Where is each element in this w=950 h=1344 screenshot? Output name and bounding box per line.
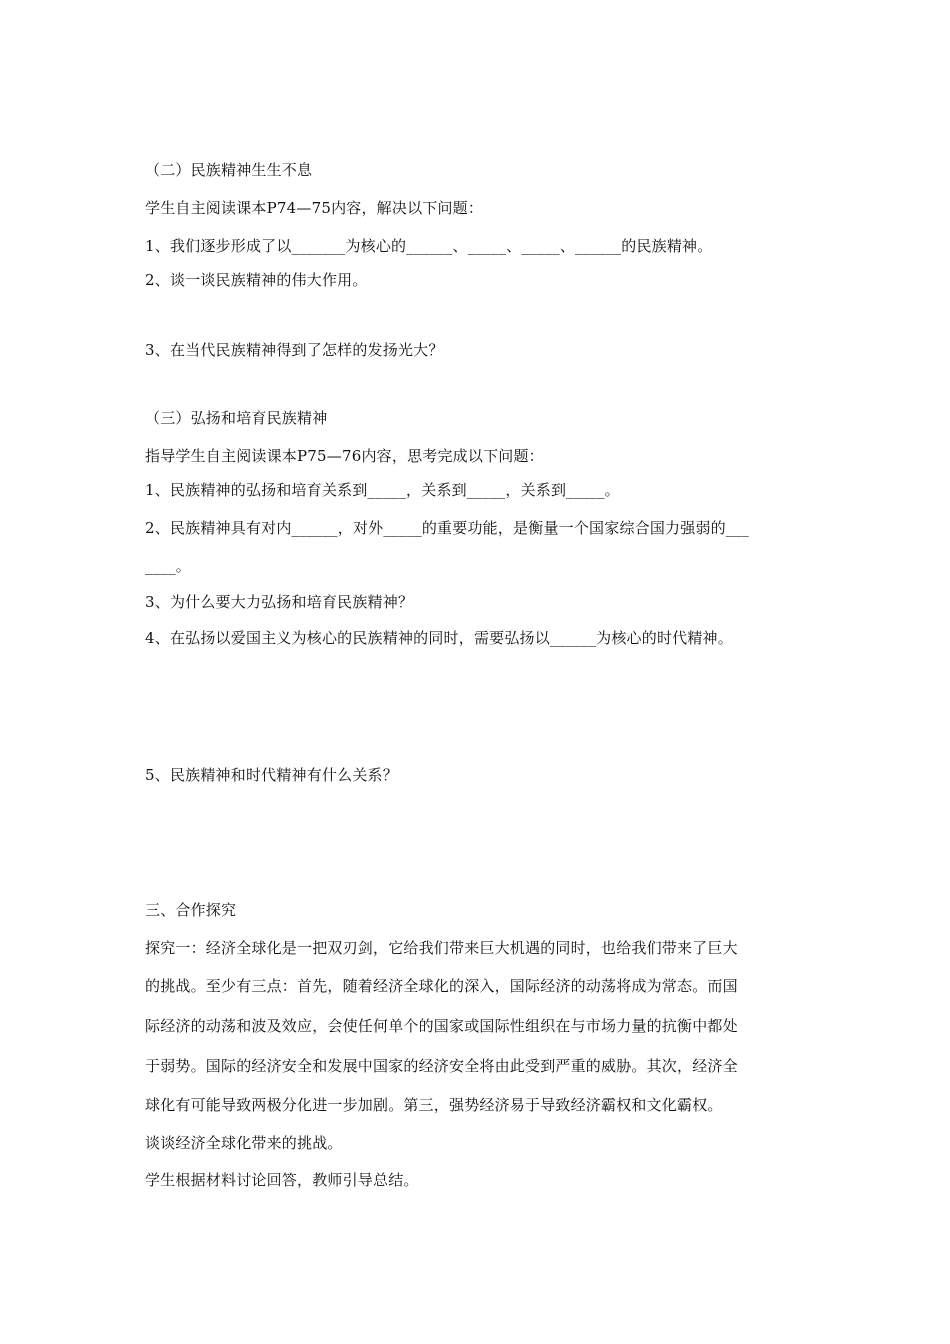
paragraph-line: 的挑战。至少有三点：首先，随着经济全球化的深入，国际经济的动荡将成为常态。而国 (145, 977, 738, 995)
question-1-fill-blank: 1、民族精神的弘扬和培育关系到_____，关系到_____，关系到_____。 (145, 481, 620, 499)
question-3: 3、为什么要大力弘扬和培育民族精神？ (145, 593, 414, 611)
section-heading-cooperation: 三、合作探究 (145, 901, 237, 919)
discussion-prompt: 谈谈经济全球化带来的挑战。 (145, 1134, 343, 1152)
question-2-fill-blank: 2、民族精神具有对内______，对外_____的重要功能，是衡量一个国家综合国力强弱的___ (145, 519, 749, 537)
paragraph-line: 于弱势。国际的经济安全和发展中国家的经济安全将由此受到严重的威胁。其次，经济全 (145, 1057, 738, 1075)
section-heading-national-spirit: （二）民族精神生生不息 (145, 161, 313, 179)
question-2: 2、谈一谈民族精神的伟大作用。 (145, 271, 368, 289)
section-intro-text: 学生自主阅读课本P74—75内容，解决以下问题： (145, 199, 484, 217)
paragraph-line: 球化有可能导致两极分化进一步加剧。第三，强势经济易于导致经济霸权和文化霸权。 (145, 1096, 723, 1114)
paragraph-line: 际经济的动荡和波及效应，会使任何单个的国家或国际性组织在与市场力量的抗衡中都处 (145, 1017, 738, 1035)
question-3: 3、在当代民族精神得到了怎样的发扬光大？ (145, 341, 444, 359)
question-1-fill-blank: 1、我们逐步形成了以_______为核心的______、_____、_____、______的民族精神。 (145, 237, 713, 255)
question-4-fill-blank: 4、在弘扬以爱国主义为核心的民族精神的同时，需要弘扬以______为核心的时代精神。 (145, 629, 733, 647)
paragraph-line: 探究一：经济全球化是一把双刃剑，它给我们带来巨大机遇的同时，也给我们带来了巨大 (145, 939, 738, 957)
question-5: 5、民族精神和时代精神有什么关系？ (145, 766, 398, 784)
question-2-fill-blank-continued: ____。 (145, 557, 192, 575)
activity-note: 学生根据材料讨论回答，教师引导总结。 (145, 1171, 419, 1189)
section-heading-promote-spirit: （三）弘扬和培育民族精神 (145, 409, 328, 427)
section-intro-text: 指导学生自主阅读课本P75—76内容，思考完成以下问题： (145, 447, 544, 465)
